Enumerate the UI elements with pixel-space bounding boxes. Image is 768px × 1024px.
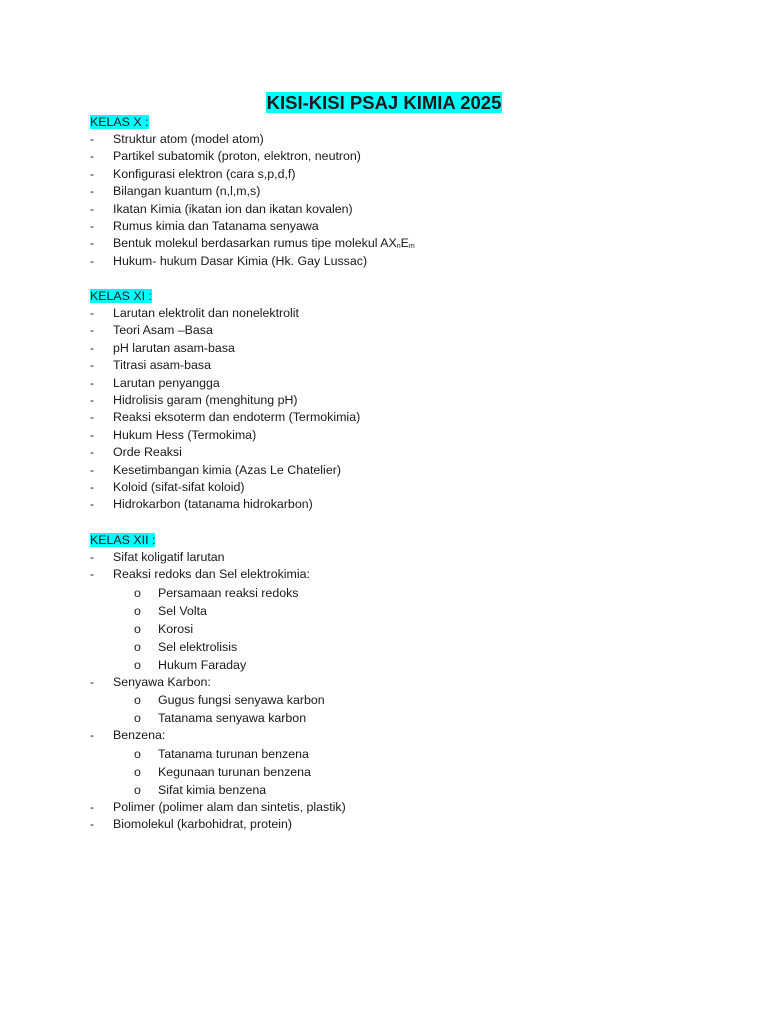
section-kelas-x [90,114,730,270]
sub-list-item: o Sifat kimia benzena [134,782,267,797]
list-item: - Larutan elektrolit dan nonelektrolit [90,306,299,320]
list-item: - Partikel subatomik (proton, elektron, neutron) [90,149,361,164]
list-item: - Hidrolisis garam (menghitung pH) [90,392,298,407]
list-item: - Sifat koligatif larutan [90,550,225,564]
list-item: - Senyawa Karbon: [90,674,211,689]
sub-list-item: o Persamaan reaksi redoks [134,585,299,600]
section-kelas-xi [90,288,730,514]
list-item: - Benzena: [90,728,166,743]
sub-list-item: o Hukum Faraday [134,657,247,672]
list-item: - Rumus kimia dan Tatanama senyawa [90,218,319,233]
list-item: - Kesetimbangan kimia (Azas Le Chatelier) [90,462,341,477]
list-item: - Bentuk molekul berdasarkan rumus tipe molekul $AX_nE_m$ [90,236,415,251]
sub-list-item: o Korosi [134,621,194,636]
list-item: - Ikatan Kimia (ikatan ion dan ikatan kovalen) [90,201,353,216]
sub-list-item: o Tatanama senyawa karbon [134,711,307,726]
list-item: - Teori Asam –Basa [90,323,213,338]
list-item: - pH larutan asam-basa [90,340,235,355]
list-item: - Titrasi asam-basa [90,358,212,373]
sub-list-item: o Sel elektrolisis [134,639,238,654]
section-heading: KELAS XII : [90,533,156,547]
list-item: - Larutan penyangga [90,375,220,390]
list-item: - Orde Reaksi [90,445,182,460]
list-item: - Biomolekul (karbohidrat, protein) [90,816,293,831]
section-heading: KELAS X : [90,115,149,129]
section-kelas-xii [90,532,730,833]
list-item: - Hukum- hukum Dasar Kimia (Hk. Gay Lussac) [90,253,368,268]
list-item: - Struktur atom (model atom) [90,132,264,146]
sub-list-item: o Gugus fungsi senyawa karbon [134,693,325,708]
list-item: - Hukum Hess (Termokima) [90,427,257,442]
list-item: - Polimer (polimer alam dan sintetis, plastik) [90,799,346,814]
sub-list-item: o Sel Volta [134,603,207,618]
list-item: - Hidrokarbon (tatanama hidrokarbon) [90,497,313,512]
page-title: KISI-KISI PSAJ KIMIA 2025 [266,92,502,113]
sub-list-item: o Tatanama turunan benzena [134,746,309,761]
sub-list-item: o Kegunaan turunan benzena [134,764,311,779]
list-item: - Koloid (sifat-sifat koloid) [90,479,245,494]
list-item: - Reaksi redoks dan Sel elektrokimia: [90,567,310,582]
section-heading: KELAS XI : [90,289,152,303]
list-item: - Konfigurasi elektron (cara s,p,d,f) [90,166,296,181]
list-item: - Reaksi eksoterm dan endoterm (Termokimia) [90,410,361,425]
list-item: - Bilangan kuantum (n,l,m,s) [90,184,261,199]
